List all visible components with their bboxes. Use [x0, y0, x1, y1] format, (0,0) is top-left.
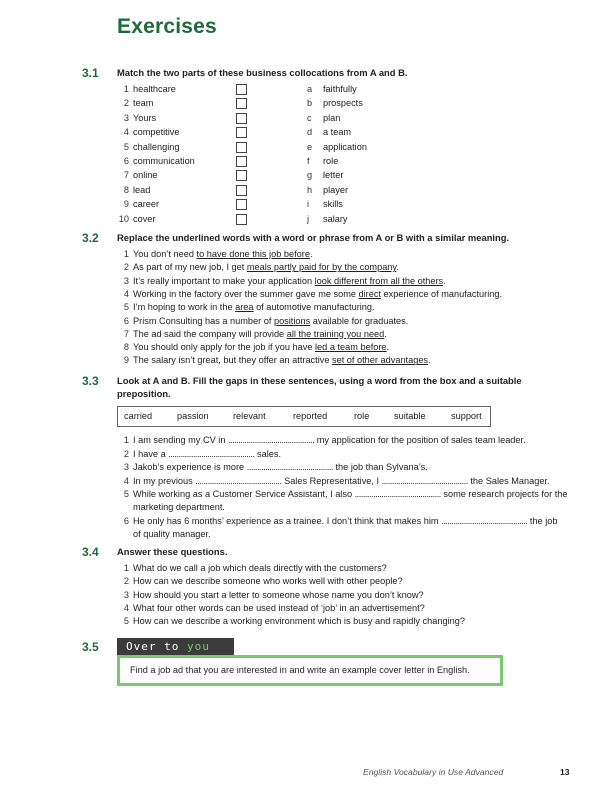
item-text: plan — [323, 112, 341, 123]
match-item-a — [117, 184, 150, 197]
underlined-phrase: area — [235, 302, 254, 313]
gap-sentence — [117, 515, 557, 528]
exercise-number-3-5: 3.5 — [82, 640, 99, 654]
match-item-b — [307, 83, 357, 96]
item-letter: i — [307, 199, 310, 210]
sentence — [117, 261, 399, 274]
sentence-text: The ad said the company will provide — [133, 328, 287, 339]
box-word: carried — [124, 411, 153, 421]
underlined-phrase: look different from all the others — [314, 275, 444, 286]
question — [117, 615, 465, 628]
exercise-number-3-3: 3.3 — [82, 374, 99, 388]
gap-sentence — [117, 448, 281, 461]
item-text: role — [323, 156, 339, 166]
item-number: 8 — [123, 184, 129, 195]
box-word: suitable — [394, 411, 426, 421]
gap[interactable]: .......................................... — [441, 515, 528, 526]
question-text: How should you start a letter to someone whose name you don’t know? — [133, 589, 424, 600]
item-text: player — [323, 184, 349, 195]
sentence-text: Prism Consulting has a number of — [133, 315, 274, 326]
match-item-a — [117, 126, 179, 139]
gap-sentence — [117, 488, 567, 501]
item-text: application — [323, 141, 367, 152]
sentence — [117, 328, 387, 341]
item-letter: b — [307, 98, 313, 109]
item-number: 6 — [123, 515, 129, 526]
item-text: challenging — [133, 141, 180, 152]
question-text: What do we call a job which deals directly with the customers? — [133, 563, 387, 573]
match-item-b — [307, 155, 338, 168]
item-text: salary — [323, 213, 348, 224]
item-text: cover — [133, 213, 156, 224]
sentence-text: Jakob’s experience is more — [133, 462, 247, 472]
item-number: 3 — [123, 589, 129, 600]
sentence-continuation: marketing department. — [133, 502, 225, 512]
match-item-b — [307, 213, 348, 226]
underlined-phrase: all the training you need — [286, 328, 385, 339]
item-number: 6 — [123, 156, 129, 166]
answer-box[interactable] — [236, 170, 247, 181]
underlined-phrase: led a team before — [315, 342, 387, 353]
answer-box[interactable] — [236, 142, 247, 153]
answer-box[interactable] — [236, 185, 247, 196]
underlined-phrase: set of other advantages — [332, 355, 429, 366]
gap-sentence — [117, 434, 526, 447]
sentence — [117, 288, 502, 301]
item-letter: e — [307, 141, 313, 152]
item-letter: g — [307, 170, 313, 181]
sentence-text: the job than Sylvana’s. — [332, 462, 428, 472]
item-number: 3 — [123, 462, 129, 472]
item-number: 5 — [123, 302, 129, 313]
word-box — [117, 406, 491, 427]
gap-sentence — [117, 475, 550, 488]
gap-sentence — [117, 461, 428, 474]
sentence — [117, 275, 446, 288]
sentence-text: As part of my new job, I get — [133, 262, 247, 273]
underlined-phrase: meals partly paid for by the company — [246, 262, 397, 273]
item-text: competitive — [133, 127, 180, 138]
over-to-you-box — [117, 655, 503, 686]
footer-page-number: 13 — [560, 767, 570, 777]
item-number: 4 — [123, 288, 129, 299]
match-item-a — [117, 83, 176, 96]
sentence-text: experience of manufacturing. — [381, 288, 503, 299]
sentence-text: . — [309, 249, 313, 259]
box-word: role — [354, 411, 370, 421]
match-item-a — [117, 97, 153, 110]
sentence-text: sales. — [254, 448, 282, 459]
match-item-a — [117, 198, 159, 211]
item-text: skills — [323, 199, 343, 210]
sentence-text: available for graduates. — [310, 315, 409, 326]
match-item-a — [117, 213, 155, 226]
item-number: 4 — [123, 475, 129, 486]
item-text: career — [133, 199, 160, 210]
item-text: online — [133, 170, 158, 181]
question-text: How can we describe someone who works well with other people? — [133, 576, 403, 587]
item-number: 8 — [123, 342, 129, 353]
sentence-text: He only has 6 months’ experience as a trainee. I don’t think that makes him — [133, 515, 442, 526]
item-text: faithfully — [323, 84, 357, 94]
item-letter: h — [307, 184, 313, 195]
sentence-text: I am sending my CV in — [133, 435, 228, 445]
item-letter: f — [307, 156, 310, 166]
sentence-text: Sales Representative, I — [281, 475, 382, 486]
exercise-heading-3-1: Match the two parts of these business collocations from A and B. — [117, 67, 408, 78]
item-number: 2 — [123, 98, 129, 109]
gap[interactable]: .......................................... — [381, 475, 468, 486]
sentence — [117, 341, 389, 354]
sentence-text: the job — [527, 515, 558, 526]
item-number: 3 — [123, 275, 129, 286]
item-number: 5 — [123, 141, 129, 152]
sentence — [117, 301, 375, 314]
underlined-phrase: direct — [358, 288, 381, 299]
sentence — [117, 315, 408, 328]
item-number: 4 — [123, 602, 129, 613]
footer-book-title: English Vocabulary in Use Advanced — [363, 767, 504, 777]
item-text: letter — [323, 170, 344, 181]
sentence-text: my application for the position of sales team leader. — [314, 435, 526, 445]
match-item-b — [307, 141, 367, 154]
sentence-text: In my previous — [133, 475, 196, 486]
match-item-b — [307, 126, 351, 139]
item-number: 7 — [123, 170, 129, 181]
item-number: 9 — [123, 199, 129, 210]
item-text: a team — [323, 127, 352, 138]
sentence-text: The salary isn’t great, but they offer an attractive — [133, 355, 332, 366]
sentence-text: . — [396, 262, 399, 273]
question — [117, 562, 387, 575]
answer-box[interactable] — [236, 113, 247, 124]
page-title: Exercises — [117, 15, 217, 38]
underlined-phrase: to have done this job before — [196, 249, 310, 259]
gap[interactable]: .......................................... — [246, 462, 333, 472]
match-item-a — [117, 169, 158, 182]
item-number: 9 — [123, 355, 129, 366]
item-text: Yours — [133, 112, 157, 123]
sentence-text: of automotive manufacturing. — [253, 302, 375, 313]
over-to-you-text: Find a job ad that you are interested in and write an example cover letter in English. — [130, 665, 470, 675]
match-item-b — [307, 169, 343, 182]
sentence-text: I have a — [133, 448, 169, 459]
item-number: 4 — [123, 127, 129, 138]
sentence-text: . — [386, 342, 390, 353]
over-to-you-label-a: Over to — [126, 640, 187, 653]
match-item-a — [117, 112, 156, 125]
over-to-you-label — [117, 638, 234, 655]
answer-box[interactable] — [236, 199, 247, 210]
gap[interactable]: .......................................... — [168, 448, 255, 459]
box-word: reported — [293, 411, 328, 421]
answer-box[interactable] — [236, 156, 247, 167]
sentence-text: You don’t need — [133, 249, 197, 259]
gap[interactable]: .......................................... — [354, 489, 441, 499]
item-number: 1 — [123, 249, 129, 259]
question-text: How can we describe a working environment which is busy and rapidly changing? — [133, 616, 465, 627]
item-text: prospects — [323, 98, 363, 109]
item-number: 10 — [118, 213, 129, 224]
item-text: communication — [133, 156, 195, 166]
question — [117, 602, 425, 615]
match-item-b — [307, 97, 363, 110]
sentence-text: some research projects for the — [440, 489, 568, 499]
exercise-heading-3-4: Answer these questions. — [117, 546, 228, 557]
exercise-heading-3-3: Look at A and B. Fill the gaps in these sentences, using a word from the box and a suitable preposition. — [117, 375, 522, 399]
match-item-b — [307, 184, 348, 197]
exercise-number-3-2: 3.2 — [82, 231, 99, 245]
item-letter: a — [307, 84, 313, 94]
sentence-text: I’m hoping to work in the — [133, 302, 236, 313]
question-text: What four other words can be used instead of ‘job’ in an advertisement? — [133, 602, 425, 613]
item-number: 5 — [123, 489, 129, 499]
sentence-text: . — [384, 328, 387, 339]
item-letter: d — [307, 127, 313, 138]
item-number: 5 — [123, 616, 129, 627]
box-word: passion — [177, 411, 209, 421]
item-number: 1 — [123, 563, 129, 573]
sentence-text: Working in the factory over the summer gave me some — [133, 288, 359, 299]
sentence-text: It’s really important to make your application — [133, 275, 315, 286]
item-number: 1 — [123, 435, 129, 445]
exercise-number-3-1: 3.1 — [82, 66, 99, 80]
item-number: 1 — [123, 84, 129, 94]
answer-box[interactable] — [236, 127, 247, 138]
match-item-a — [117, 155, 195, 168]
answer-box[interactable] — [236, 84, 247, 95]
answer-box[interactable] — [236, 98, 247, 109]
gap[interactable]: .......................................... — [195, 475, 282, 486]
item-number: 7 — [123, 328, 129, 339]
item-letter: j — [307, 213, 310, 224]
answer-box[interactable] — [236, 214, 247, 225]
box-word: support — [451, 411, 482, 421]
item-number: 2 — [123, 576, 129, 587]
sentence — [117, 248, 313, 261]
match-item-b — [307, 112, 340, 125]
item-text: team — [133, 98, 154, 109]
exercise-number-3-4: 3.4 — [82, 545, 99, 559]
match-item-a — [117, 141, 180, 154]
gap[interactable]: .......................................... — [227, 435, 315, 445]
sentence-text: You should only apply for the job if you have — [133, 342, 316, 353]
exercise-heading-3-2: Replace the underlined words with a word or phrase from A or B with a similar meaning. — [117, 232, 510, 243]
underlined-phrase: positions — [273, 315, 311, 326]
sentence-text: . — [443, 275, 446, 286]
match-item-b — [307, 198, 343, 211]
sentence-continuation: of quality manager. — [133, 528, 211, 539]
sentence-text: the Sales Manager. — [467, 475, 550, 486]
item-letter: c — [307, 112, 312, 123]
question — [117, 575, 403, 588]
item-number: 2 — [123, 448, 129, 459]
sentence-text: . — [428, 355, 431, 366]
box-word: relevant — [233, 411, 266, 421]
question — [117, 589, 424, 602]
item-text: healthcare — [133, 84, 176, 94]
sentence-text: While working as a Customer Service Assistant, I also — [133, 489, 355, 499]
item-number: 2 — [123, 262, 129, 273]
item-number: 6 — [123, 315, 129, 326]
sentence — [117, 354, 431, 367]
item-number: 3 — [123, 112, 129, 123]
over-to-you-label-b: you — [186, 640, 210, 653]
item-text: lead — [133, 184, 151, 195]
